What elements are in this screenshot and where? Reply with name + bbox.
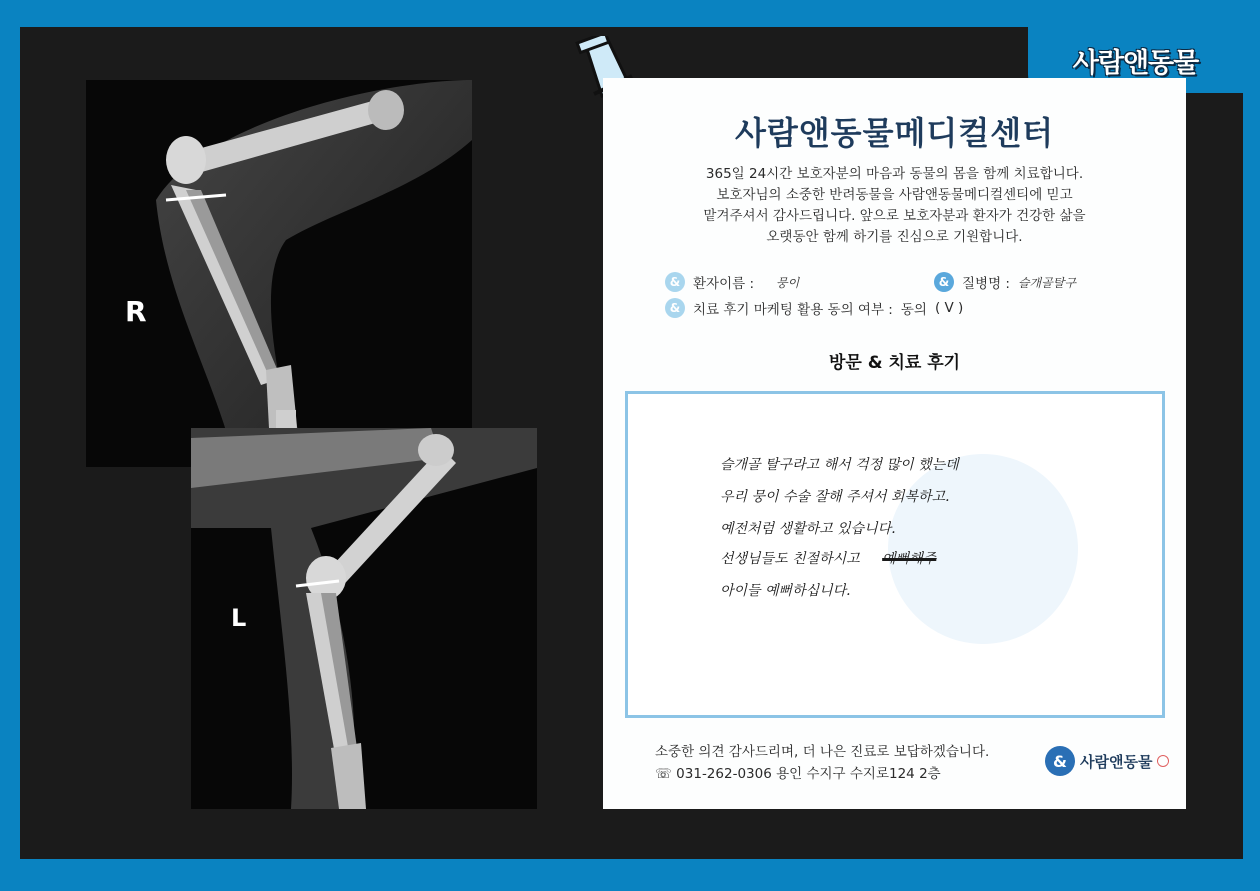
patient-name-value: 뭉이 <box>776 275 800 290</box>
xray-right-bones <box>86 80 472 467</box>
form-intro <box>603 164 1186 248</box>
xray-right-image <box>86 80 472 467</box>
footer-logo <box>1045 746 1169 776</box>
intro-line: 오랫동안 함께 하기를 진심으로 기원합니다. <box>766 229 1023 245</box>
intro-line: 보호자님의 소중한 반려동물을 사람앤동물메디컬센티에 믿고 <box>716 187 1073 203</box>
brand-logo-text: 사람앤동물 <box>1072 47 1199 79</box>
xray-left-label: L <box>231 604 247 632</box>
ampersand-logo-icon: & <box>1045 746 1075 776</box>
review-text-box <box>625 391 1165 718</box>
logo-badge-icon <box>1157 755 1169 767</box>
consent-check: ( V ) <box>934 300 964 316</box>
review-line: 아이들 예뻐하십니다. <box>720 583 851 599</box>
footer-contact: ☏ 031-262-0306 용인 수지구 수지로124 2층 <box>655 766 941 782</box>
patient-name-field <box>665 272 799 292</box>
footer-thanks: 소중한 의견 감사드리며, 더 나은 진료로 보답하겠습니다. <box>655 744 990 760</box>
diagnosis-value: 슬개골탈구 <box>1017 275 1076 290</box>
ampersand-icon: & <box>665 272 685 292</box>
diagnosis-field <box>934 272 1076 292</box>
intro-line: 365일 24시간 보호자분의 마음과 동물의 몸을 함께 치료합니다. <box>705 166 1084 182</box>
form-footer <box>655 741 989 785</box>
ampersand-icon: & <box>934 272 954 292</box>
review-form-paper <box>603 78 1186 809</box>
consent-label: 치료 후기 마케팅 활용 동의 여부 : <box>693 302 893 318</box>
intro-line: 맡겨주셔서 감사드립니다. 앞으로 보호자분과 환자가 건강한 삶을 <box>703 208 1086 224</box>
diagnosis-label: 질병명 : <box>962 276 1010 292</box>
review-section-title: 방문 & 치료 후기 <box>828 353 961 373</box>
patient-name-label: 환자이름 : <box>693 276 755 292</box>
form-title: 사람앤동물메디컬센터 <box>734 114 1055 152</box>
ampersand-icon: & <box>665 298 685 318</box>
struck-text: 예뻐해주 <box>882 551 937 567</box>
footer-logo-text: 사람앤동물 <box>1080 752 1153 771</box>
review-line: 슬개골 탈구라고 해서 걱정 많이 했는데 <box>720 457 959 473</box>
review-line: 우리 뭉이 수술 잘해 주셔서 회복하고. <box>720 489 950 505</box>
review-line: 예전처럼 생활하고 있습니다. <box>720 521 896 537</box>
review-line-with-strike <box>720 548 936 568</box>
consent-field <box>665 298 963 318</box>
consent-value: 동의 <box>900 302 927 318</box>
review-line-text: 선생님들도 친절하시고 <box>720 551 860 567</box>
xray-right-label: R <box>125 295 147 328</box>
